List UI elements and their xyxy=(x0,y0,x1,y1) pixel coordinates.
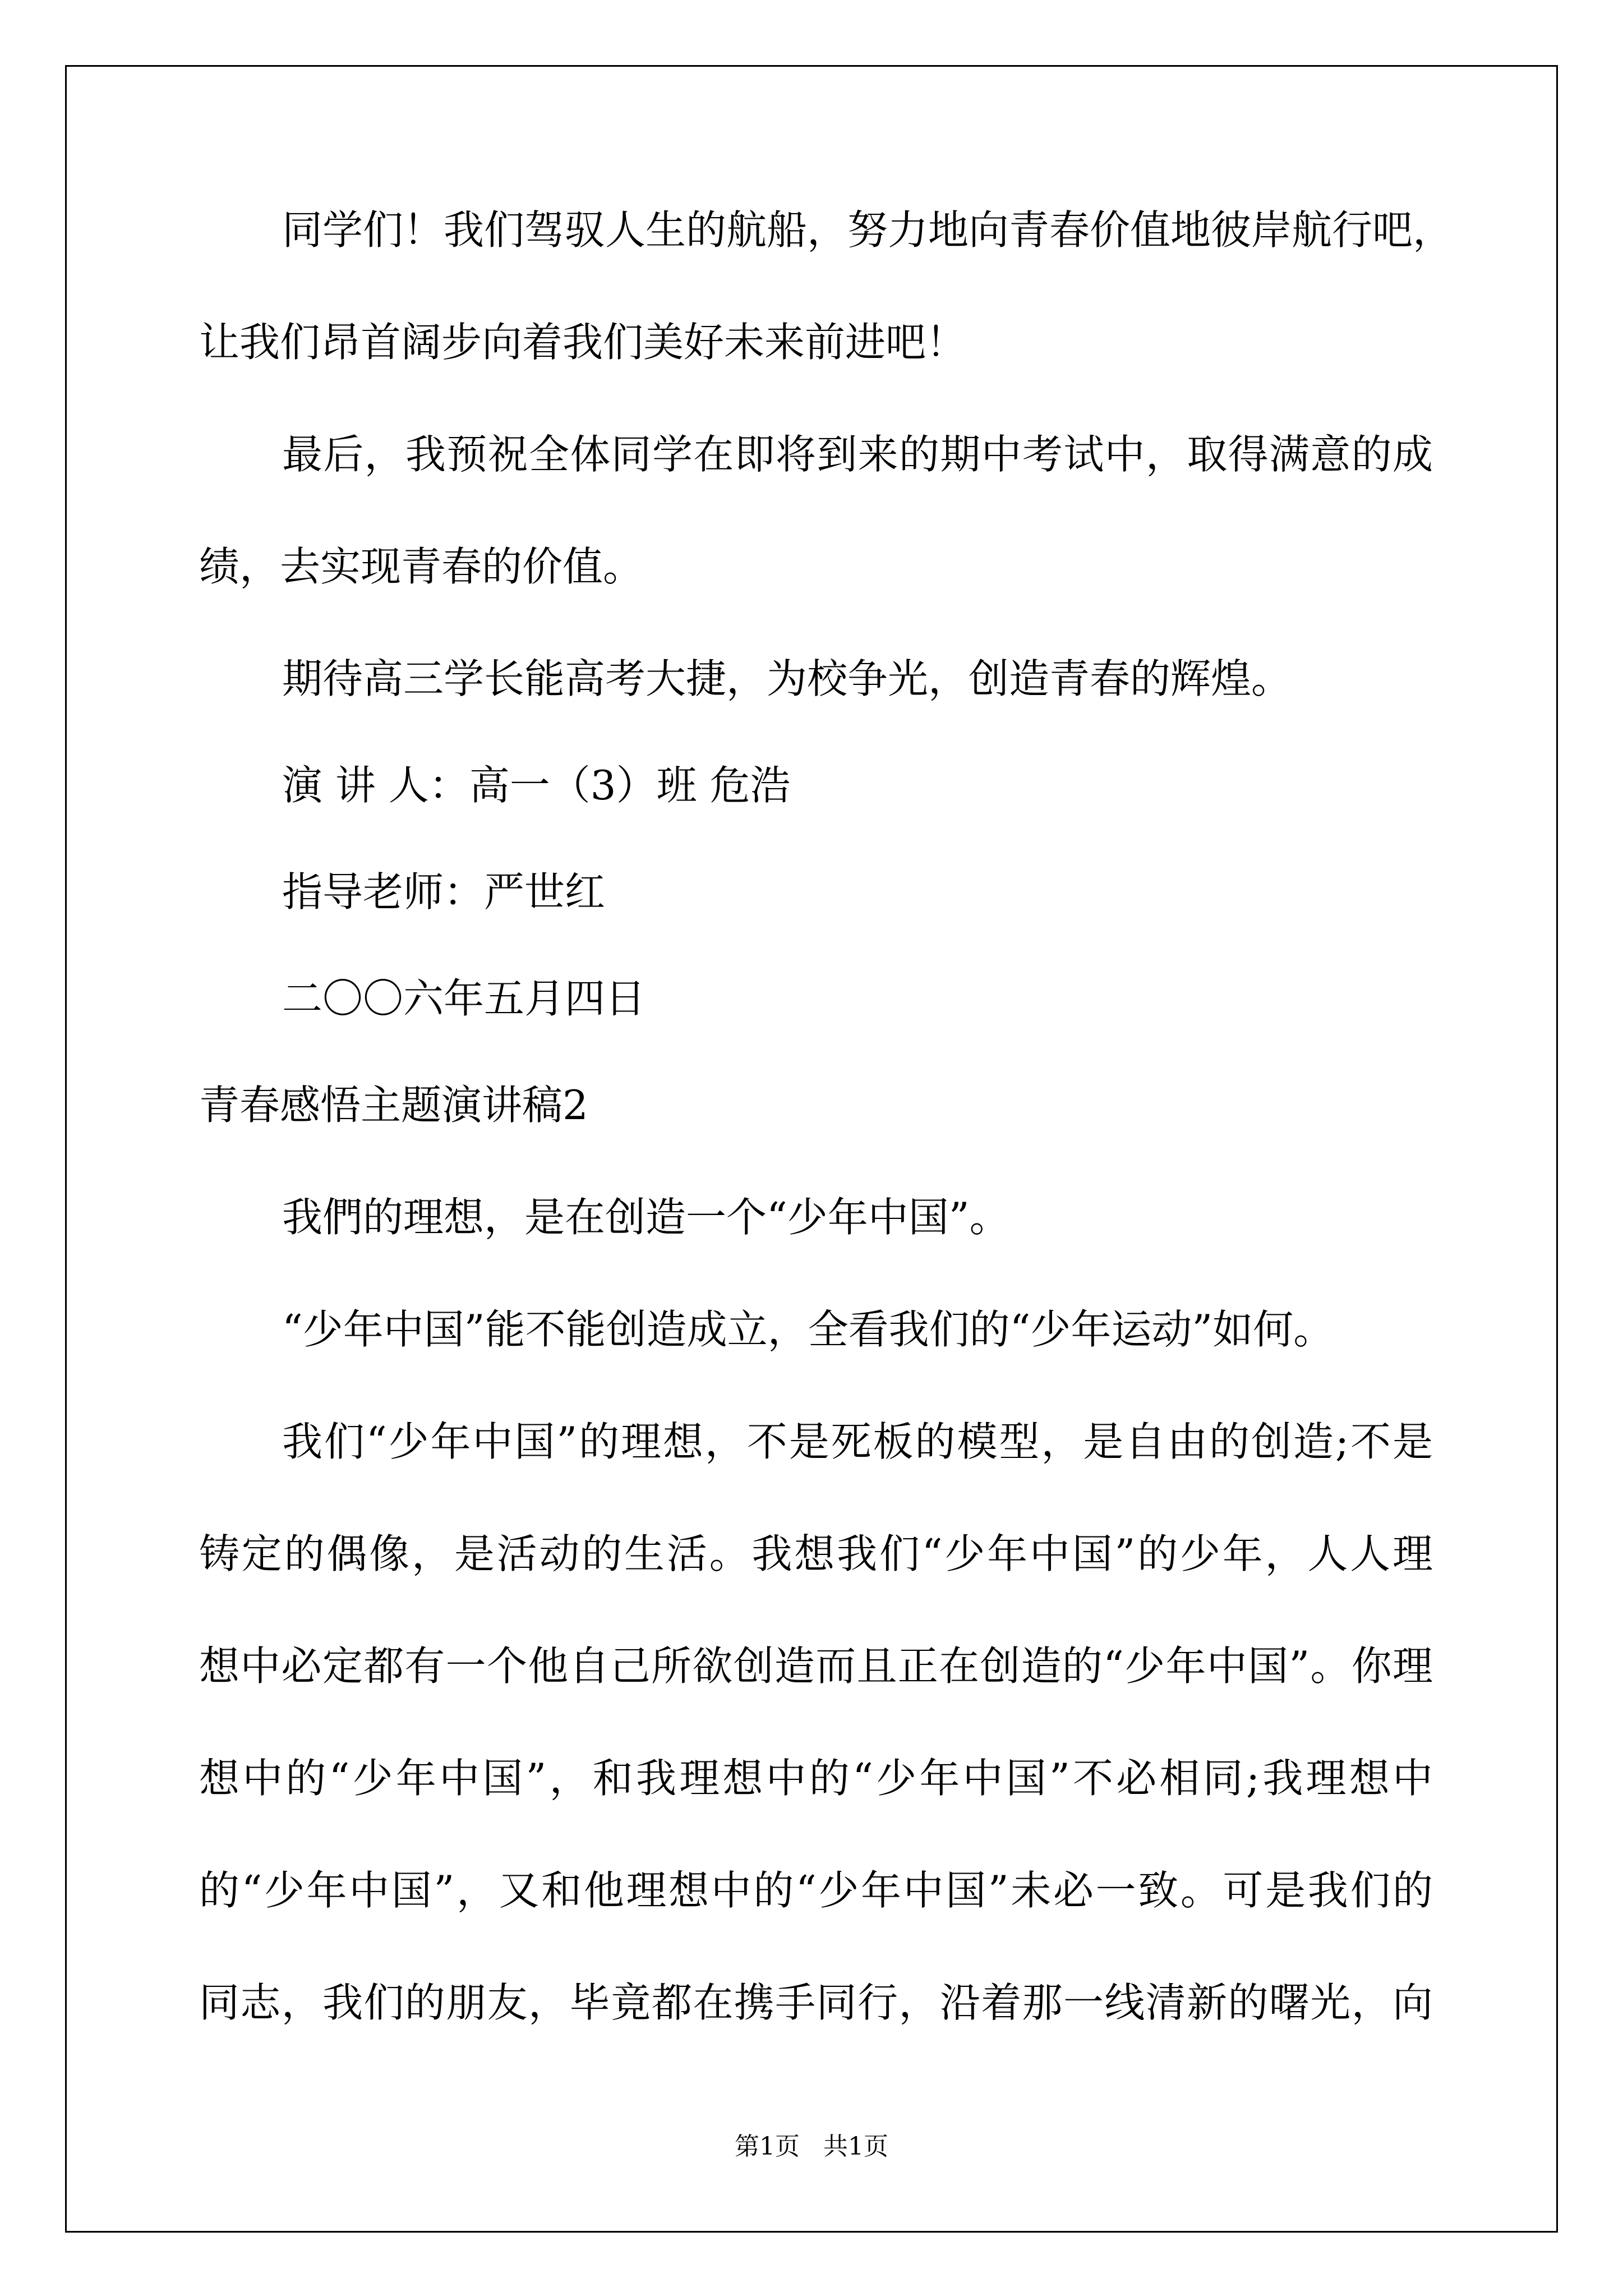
paragraph-line: 绩，去实现青春的价值。 xyxy=(199,543,644,590)
paragraph-line: 我們的理想，是在创造一个“少年中国”。 xyxy=(282,1194,1010,1241)
paragraph-line: 铸定的偶像，是活动的生活。我想我们“少年中国”的少年，人人理 xyxy=(199,1530,1433,1577)
paragraph-line: 同志，我们的朋友，毕竟都在携手同行，沿着那一线清新的曙光，向 xyxy=(199,1979,1433,2026)
paragraph-line: 最后，我预祝全体同学在即将到来的期中考试中，取得满意的成 xyxy=(282,431,1433,478)
paragraph-line: “少年中国”能不能创造成立，全看我们的“少年运动”如何。 xyxy=(282,1306,1334,1353)
date-line: 二〇〇六年五月四日 xyxy=(282,975,646,1022)
speaker-line: 演 讲 人：高一（3）班 危浩 xyxy=(282,762,791,809)
paragraph-line: 想中的“少年中国”，和我理想中的“少年中国”不必相同;我理想中 xyxy=(199,1755,1433,1802)
page-footer: 第1页 共1页 xyxy=(735,2132,888,2161)
paragraph-line: 我们“少年中国”的理想，不是死板的模型，是自由的创造;不是 xyxy=(282,1418,1433,1465)
paragraph-line: 同学们！我们驾驭人生的航船，努力地向青春价值地彼岸航行吧， xyxy=(282,206,1454,254)
paragraph-line: 想中必定都有一个他自己所欲创造而且正在创造的“少年中国”。你理 xyxy=(199,1642,1433,1690)
paragraph-line: 让我们昂首阔步向着我们美好未来前进吧！ xyxy=(199,319,967,366)
paragraph-line: 期待高三学长能高考大捷，为校争光，创造青春的辉煌。 xyxy=(282,655,1292,702)
section-heading: 青春感悟主题演讲稿2 xyxy=(199,1082,588,1129)
instructor-line: 指导老师：严世红 xyxy=(282,868,606,915)
paragraph-line: 的“少年中国”，又和他理想中的“少年中国”未必一致。可是我们的 xyxy=(199,1867,1433,1914)
